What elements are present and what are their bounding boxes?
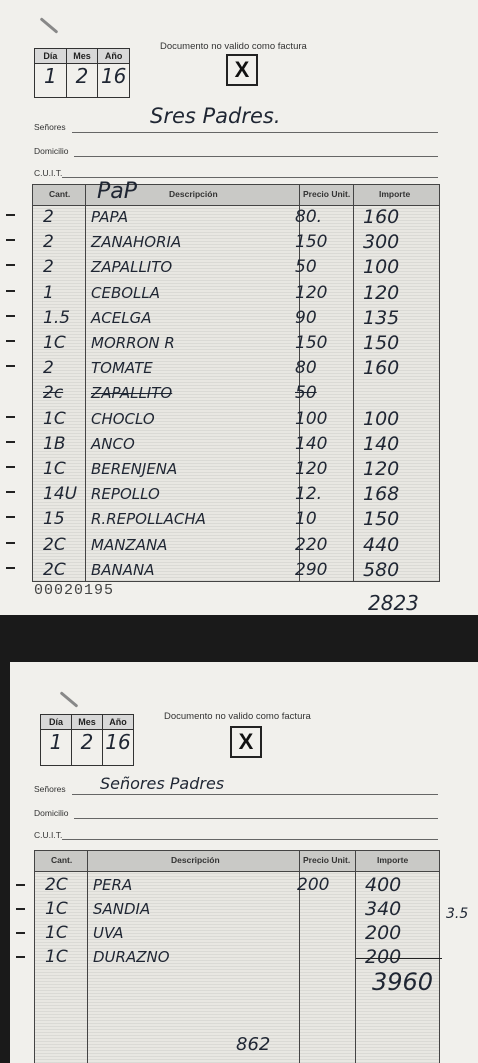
qty-cell: 1C: [45, 947, 68, 967]
date-day: 1: [41, 730, 72, 765]
table-row: [33, 281, 439, 306]
desc-cell: ZAPALLITO: [91, 384, 173, 403]
checkmark-tick: [6, 516, 15, 518]
checkmark-tick: [16, 956, 25, 958]
checkmark-tick: [6, 214, 15, 216]
importe-cell: 580: [363, 558, 400, 581]
checkmark-tick: [6, 491, 15, 493]
importe-cell: 140: [363, 432, 400, 455]
domicilio-label: Domicilio: [34, 808, 69, 818]
qty-cell: 1: [43, 282, 54, 303]
qty-cell: 2C: [43, 559, 66, 580]
table-row: [33, 558, 439, 583]
price-cell: 150: [295, 333, 328, 353]
qty-cell: 2C: [45, 875, 68, 895]
price-cell: 10: [295, 509, 317, 530]
col-desc: Descripción: [169, 189, 218, 199]
checkmark-tick: [6, 365, 15, 367]
price-cell: 200: [297, 875, 330, 895]
invoice-type-box: X: [226, 54, 258, 86]
price-cell: 150: [295, 232, 328, 253]
desc-cell: ZANAHORIA: [91, 233, 182, 252]
checkmark-tick: [6, 290, 15, 292]
price-cell: 80: [295, 358, 317, 379]
desc-cell: UVA: [93, 924, 124, 942]
date-header-month: Mes: [67, 49, 99, 63]
col-cant: Cant.: [51, 855, 73, 865]
domicilio-line: [74, 156, 438, 157]
date-box: [40, 714, 134, 766]
items-table: [34, 850, 440, 1063]
qty-cell: 1C: [43, 333, 66, 353]
table-row: [33, 381, 439, 406]
desc-cell: REPOLLO: [91, 485, 160, 504]
qty-cell: 2: [43, 358, 54, 379]
cuit-line: [62, 839, 438, 840]
checkmark-tick: [16, 908, 25, 910]
senores-line: [72, 132, 438, 133]
qty-cell: 2: [43, 207, 54, 227]
importe-cell: 160: [363, 357, 400, 380]
desc-cell: ZAPALLITO: [91, 258, 173, 277]
margin-note: 3.5: [446, 906, 469, 922]
price-cell: 120: [295, 459, 328, 479]
qty-cell: 1C: [45, 923, 68, 943]
price-cell: 100: [295, 408, 328, 429]
table-row: [33, 432, 439, 457]
senores-value: Sres Padres.: [150, 104, 281, 128]
date-year: 16: [105, 730, 131, 754]
price-cell: 140: [295, 433, 328, 454]
senores-label: Señores: [34, 122, 66, 132]
table-row: [33, 457, 439, 482]
importe-cell: 440: [363, 533, 400, 556]
qty-cell: 1C: [43, 408, 66, 429]
desc-cell: MANZANA: [91, 535, 168, 554]
date-month: 2: [72, 730, 103, 765]
checkmark-tick: [6, 416, 15, 418]
checkmark-tick: [6, 542, 15, 544]
price-cell: 220: [295, 534, 328, 555]
importe-cell: 120: [363, 281, 400, 304]
checkmark-tick: [6, 315, 15, 317]
table-row: [35, 873, 439, 898]
qty-cell: 1C: [45, 899, 68, 919]
table-row: [33, 407, 439, 432]
date-day: 1: [35, 64, 67, 97]
table-row: [33, 205, 439, 230]
desc-cell: DURAZNO: [93, 948, 170, 966]
desc-cell: CHOCLO: [91, 409, 155, 428]
table-row: [33, 507, 439, 532]
qty-cell: 1B: [43, 433, 66, 454]
importe-cell: 340: [365, 898, 402, 920]
table-row: [33, 356, 439, 381]
price-cell: 50: [295, 383, 317, 404]
senores-value: Señores Padres: [100, 774, 225, 793]
desc-cell: ACELGA: [91, 308, 152, 327]
bottom-note: 862: [236, 1034, 271, 1055]
importe-cell: 100: [363, 256, 400, 279]
cuit-label: C.U.I.T.: [34, 830, 63, 840]
importe-cell: 200: [365, 922, 402, 944]
domicilio-line: [74, 818, 438, 819]
items-table: [32, 179, 440, 582]
date-month: 2: [67, 64, 99, 97]
checkmark-tick: [6, 466, 15, 468]
desc-cell: MORRON R: [91, 334, 175, 352]
importe-cell: 160: [363, 206, 400, 228]
total-amount: 3960: [372, 968, 434, 996]
checkmark-tick: [6, 441, 15, 443]
qty-cell: 14U: [43, 484, 78, 505]
senores-label: Señores: [34, 784, 66, 794]
desc-mark: PaP: [97, 179, 138, 204]
table-header: [35, 851, 439, 872]
desc-cell: BERENJENA: [91, 460, 178, 478]
desc-cell: ANCO: [91, 434, 135, 453]
doc-note: Documento no valido como factura: [160, 41, 307, 52]
table-row: [35, 921, 439, 946]
domicilio-label: Domicilio: [34, 146, 69, 156]
desc-cell: CEBOLLA: [91, 283, 161, 302]
desc-cell: BANANA: [91, 560, 155, 579]
senores-line: [72, 794, 438, 795]
importe-cell: 300: [363, 231, 400, 254]
importe-cell: 120: [363, 458, 400, 480]
price-cell: 120: [295, 282, 328, 303]
importe-cell: 100: [363, 407, 400, 430]
importe-cell: 150: [363, 332, 400, 354]
price-cell: 290: [295, 559, 328, 580]
col-imp: Importe: [377, 855, 409, 865]
serial-number: 00020195: [34, 582, 115, 599]
table-row: [33, 482, 439, 507]
receipt-2: [10, 662, 478, 1063]
qty-cell: 15: [43, 509, 65, 530]
col-price: Precio Unit.: [303, 189, 351, 199]
date-header-day: Día: [35, 49, 67, 63]
qty-cell: 1C: [43, 459, 66, 479]
checkmark-tick: [6, 567, 15, 569]
date-header-day: Día: [41, 715, 72, 729]
cuit-label: C.U.I.T.: [34, 168, 63, 178]
desc-cell: TOMATE: [91, 359, 153, 378]
cuit-line: [62, 177, 438, 178]
total-amount: 2823: [368, 591, 419, 615]
table-row: [33, 255, 439, 280]
date-year: 16: [100, 64, 127, 88]
total-rule: [356, 958, 442, 959]
desc-cell: SANDIA: [93, 900, 151, 918]
table-row: [33, 533, 439, 558]
checkmark-tick: [16, 932, 25, 934]
importe-cell: 150: [363, 508, 400, 531]
price-cell: 50: [295, 257, 317, 278]
qty-cell: 1.5: [43, 307, 71, 328]
checkmark-tick: [6, 239, 15, 241]
date-header-year: Año: [109, 717, 127, 727]
col-imp: Importe: [379, 189, 411, 199]
invoice-type-box: X: [230, 726, 262, 758]
table-header: [33, 185, 439, 206]
price-cell: 12.: [295, 484, 323, 505]
col-cant: Cant.: [49, 189, 71, 199]
desc-cell: PERA: [93, 876, 133, 894]
importe-cell: 400: [365, 874, 402, 896]
qty-cell: 2: [43, 257, 54, 278]
price-cell: 80.: [295, 207, 323, 227]
desc-cell: PAPA: [91, 208, 129, 226]
doc-note: Documento no valido como factura: [164, 711, 311, 722]
table-row: [33, 230, 439, 255]
checkmark-tick: [16, 884, 25, 886]
qty-cell: 2C: [43, 534, 66, 555]
table-row: [33, 331, 439, 356]
importe-cell: 200: [365, 946, 402, 968]
checkmark-tick: [6, 340, 15, 342]
checkmark-tick: [6, 264, 15, 266]
qty-cell: 2: [43, 232, 54, 253]
staple-mark: [60, 691, 79, 707]
importe-cell: 135: [363, 306, 400, 329]
price-cell: 90: [295, 307, 317, 328]
col-desc: Descripción: [171, 855, 220, 865]
importe-cell: 168: [363, 483, 400, 506]
staple-mark: [40, 17, 59, 33]
qty-cell: 2c: [43, 383, 64, 404]
date-header-year: Año: [104, 51, 123, 61]
col-price: Precio Unit.: [303, 855, 351, 865]
desc-cell: R.REPOLLACHA: [91, 510, 206, 529]
table-row: [35, 897, 439, 922]
date-box: [34, 48, 130, 98]
date-header-month: Mes: [72, 715, 103, 729]
table-row: [33, 306, 439, 331]
